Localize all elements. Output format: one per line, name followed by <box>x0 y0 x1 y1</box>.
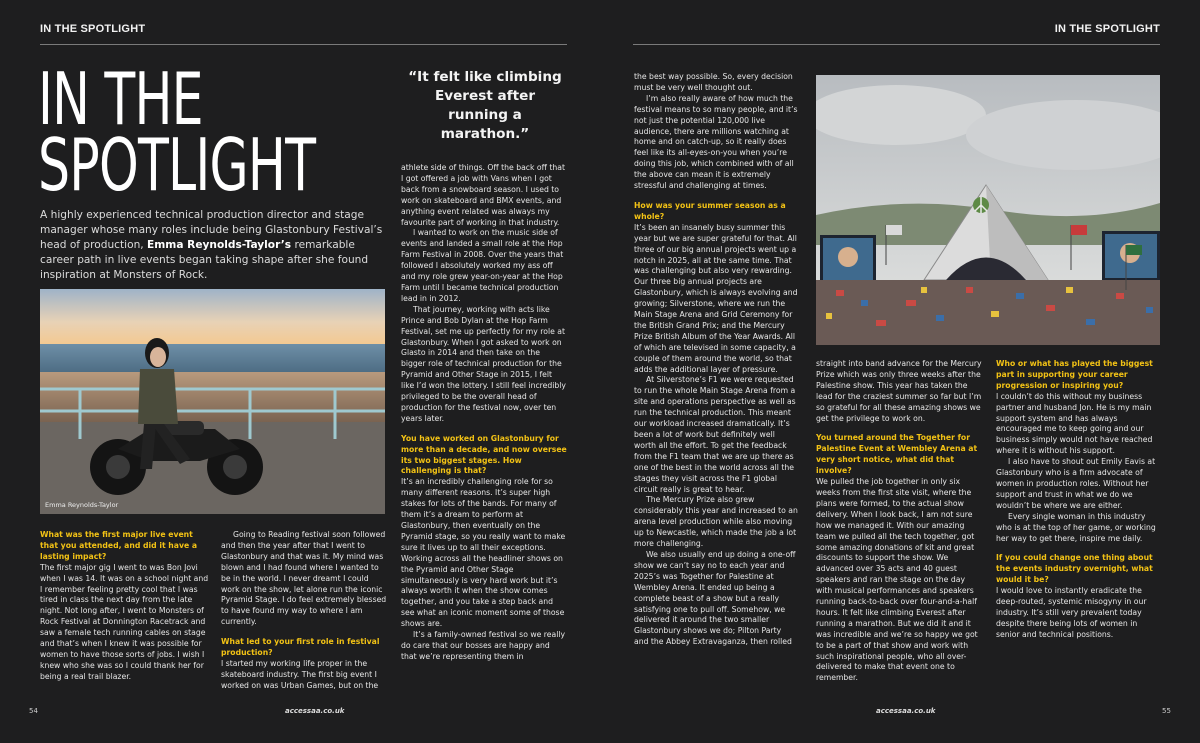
intro-text-end: remarkable career path in live events began taking shape after she found inspiration at Monsters of Rock. <box>40 239 369 281</box>
title-line-1: IN THE <box>38 57 203 141</box>
motorbike-photo-illustration <box>40 289 385 514</box>
question-heading: What was the first major live event that you attended, and did it have a lasting impact? <box>40 530 198 561</box>
photo-caption: Emma Reynolds-Taylor <box>45 501 119 509</box>
intro-text-start: A highly experienced technical production director and stage manager whose many roles include being Glastonbury Festival’s head of production, <box>40 209 383 251</box>
paragraph: I’m also really aware of how much the festival means to so many people, and it’s not just the potential 120,000 live audience, there are millions watching at home and on catch-up, so it really does feel like its all-eyes-on-you when you’re doing this job, which combined with of all the above can mean it is extremely stressful and challenging at times. <box>634 93 798 191</box>
paragraph: The Mercury Prize also grew considerably this year and increased to an arena level production while also moving up to Newcastle, which made the job a lot more challenging. <box>634 495 798 549</box>
footer-website-right: accessaa.co.uk <box>876 707 936 715</box>
question-heading: If you could change one thing about the events industry overnight, what would it be? <box>996 553 1153 585</box>
question-heading: How was your summer season as a whole? <box>634 200 786 221</box>
paragraph: athlete side of things. Off the back off that I got offered a job with Vans when I got back from a snowboard season. I used to work on skateboard and BMX events, and anything event related was always my favourite part of working in that industry. <box>401 163 565 227</box>
intro-paragraph <box>40 208 390 283</box>
paragraph: It’s an incredibly challenging role for so many different reasons. It’s super high stakes for lots of the bands. For many of them it’s a dream to perform at Glastonbury, then eventually on the Pyramid stage, so you really want to make sure it lives up to all their exceptions. Working across all the headliner shows on the Pyramid and Other Stage simultaneously is very hard work but it’s always worth it when the show comes together, and you take a step back and see what an iconic moment some of those shows are. <box>401 477 566 629</box>
page-number-left: 54 <box>29 707 38 715</box>
title-line-2: SPOTLIGHT <box>38 123 316 207</box>
paragraph: It’s been an insanely busy summer this year but we are super grateful for that. All three of our big annual projects went up a notch in 2025, all at the same time. That was challenging but also very rewarding. Our three big annual projects are Glastonbury, which is always evolving and growing; Silverstone, where we run the Main Stage Arena and Grid Ceremony for the British Grand Prix; and the Mercury Prize British Album of the Year Awards. All of which are televised in some capacity, a couple of them around the world, so that adds the additional layer of pressure. <box>634 222 798 374</box>
question-heading: You have worked on Glastonbury for more than a decade, and now oversee its two biggest stages. How challenging is that? <box>401 433 567 476</box>
paragraph: I also have to shout out Emily Eavis at Glastonbury who is a firm advocate of women in production roles. Without her support and trust in what we do we wouldn’t be where we are either. <box>996 457 1156 510</box>
festival-photo-illustration <box>816 75 1160 345</box>
paragraph: It’s a family-owned festival so we really do care that our bosses are happy and that we’re representing them in <box>401 630 566 661</box>
photo-pyramid-stage <box>816 75 1160 345</box>
question-heading: What led to your first role in festival production? <box>221 637 380 658</box>
paragraph: I wanted to work on the music side of events and landed a small role at the Hop Farm Festival in 2008. Over the years that followed I absolutely worked my ass off and my role grew year-on-year at the Hop Farm until I became technical production lead in in 2012. <box>401 228 564 303</box>
intro-name: Emma Reynolds-Taylor’s <box>147 239 292 251</box>
paragraph: We pulled the job together in only six weeks from the first site visit, where the plans were formed, to the actual show delivery. When I look back, I am not sure how we managed it. With our amazing team we pulled all the tech together, got some amazing donations of kit and great discounts to support the show. We advanced over 35 acts and 40 guest speakers and ran the stage on the day with musical performances and speakers running back-to-back over four-and-a-half hours. It felt like climbing Everest after running a marathon. But we did it and it was incredible and we’re so happy we got to be a part of that show and work with such inspirational people, who all over-delivered to make that event one to remember. <box>816 477 978 683</box>
paragraph: I started my working life proper in the skateboard industry. The first big event I worked on was Urban Games, but on the <box>221 658 379 690</box>
paragraph: Going to Reading festival soon followed and then the year after that I went to Glastonbury and that was it. My mind was blown and I had found where I wanted to be in the world. I never dreamt I could work on the show, let alone run the iconic Pyramid Stage. I do feel extremely blessed to have found my way to where I am currently. <box>221 530 387 627</box>
column-3 <box>401 163 567 663</box>
paragraph: I couldn’t do this without my business partner and husband Jon. He is my main support system and has always encouraged me to keep going and our business simply would not have reached where it is without his support. <box>996 391 1153 456</box>
question-heading: Who or what has played the biggest part in supporting your career progression or inspiring you? <box>996 359 1153 390</box>
column-1 <box>40 530 212 683</box>
running-header-left: IN THE SPOTLIGHT <box>40 23 146 35</box>
paragraph: That journey, working with acts like Prince and Bob Dylan at the Hop Farm Festival, set me up perfectly for my role at Glastonbury. When I got asked to work on Glasto in 2014 and then take on the bigger role of technical production for the Pyramid and Other Stage in 2015, I felt like I’d won the lottery. I still feel incredibly privileged to be the overall head of production for the festival now, over ten years later. <box>401 304 566 423</box>
paragraph: straight into band advance for the Mercury Prize which was only three weeks after the Palestine show. This year has taken the lead for the craziest summer so far but I’m so grateful for all these amazing shows we get the privilege to work on. <box>816 359 982 423</box>
column-2 <box>221 530 389 692</box>
column-5 <box>816 359 982 684</box>
paragraph: The first major gig I went to was Bon Jovi when I was 14. It was on a school night and I remember feeling pretty cool that I was tired in class the next day from the late night. Not long after, I went to Monsters of Rock Festival at Donnington Racetrack and saw a female tech running cables on stage and that’s when I knew it was possible for women to have those sorts of jobs. I wish I knew who she was so I could thank her for being a real trail blazer. <box>40 562 209 681</box>
header-rule-right <box>633 44 1160 45</box>
page-title <box>38 57 316 207</box>
column-6 <box>996 359 1160 641</box>
footer-website-left: accessaa.co.uk <box>285 707 345 715</box>
page-number-right: 55 <box>1162 707 1171 715</box>
question-heading: You turned around the Together for Palestine Event at Wembley Arena at very short notice, what did that involve? <box>816 433 978 476</box>
column-4 <box>634 72 798 648</box>
pull-quote: “It felt like climbing Everest after running a marathon.” <box>408 69 562 142</box>
photo-emma-motorbike <box>40 289 385 514</box>
paragraph: I would love to instantly eradicate the deep-routed, systemic misogyny in our industry. It’s still very prevalent today despite there being lots of women in senior and technical positions. <box>996 586 1147 639</box>
paragraph: We also usually end up doing a one-off show we can’t say no to each year and 2025’s was Together for Palestine at Wembley Arena. It ended up being a complete beast of a show but a really satisfying one to pull off. Somehow, we delivered it around the two smaller Glastonbury shows we do; Pilton Party and the Abbey Extravaganza, then rolled <box>634 549 796 647</box>
paragraph: the best way possible. So, every decision must be very well thought out. <box>634 72 793 92</box>
paragraph: Every single woman in this industry who is at the top of her game, or working her way to get there, inspire me daily. <box>996 511 1156 543</box>
paragraph: At Silverstone’s F1 we were requested to run the whole Main Stage Arena from a site and operations perspective as well as run the technical production. This meant our workload increased dramatically. It’s been a lot of work but definitely well worth all the effort. To get the feedback from the F1 team that we are up there as one of the best in the world across all the stages they visit across the F1 global circuit really is great to hear. <box>634 375 796 494</box>
running-header-right: IN THE SPOTLIGHT <box>1054 23 1160 35</box>
header-rule-left <box>40 44 567 45</box>
